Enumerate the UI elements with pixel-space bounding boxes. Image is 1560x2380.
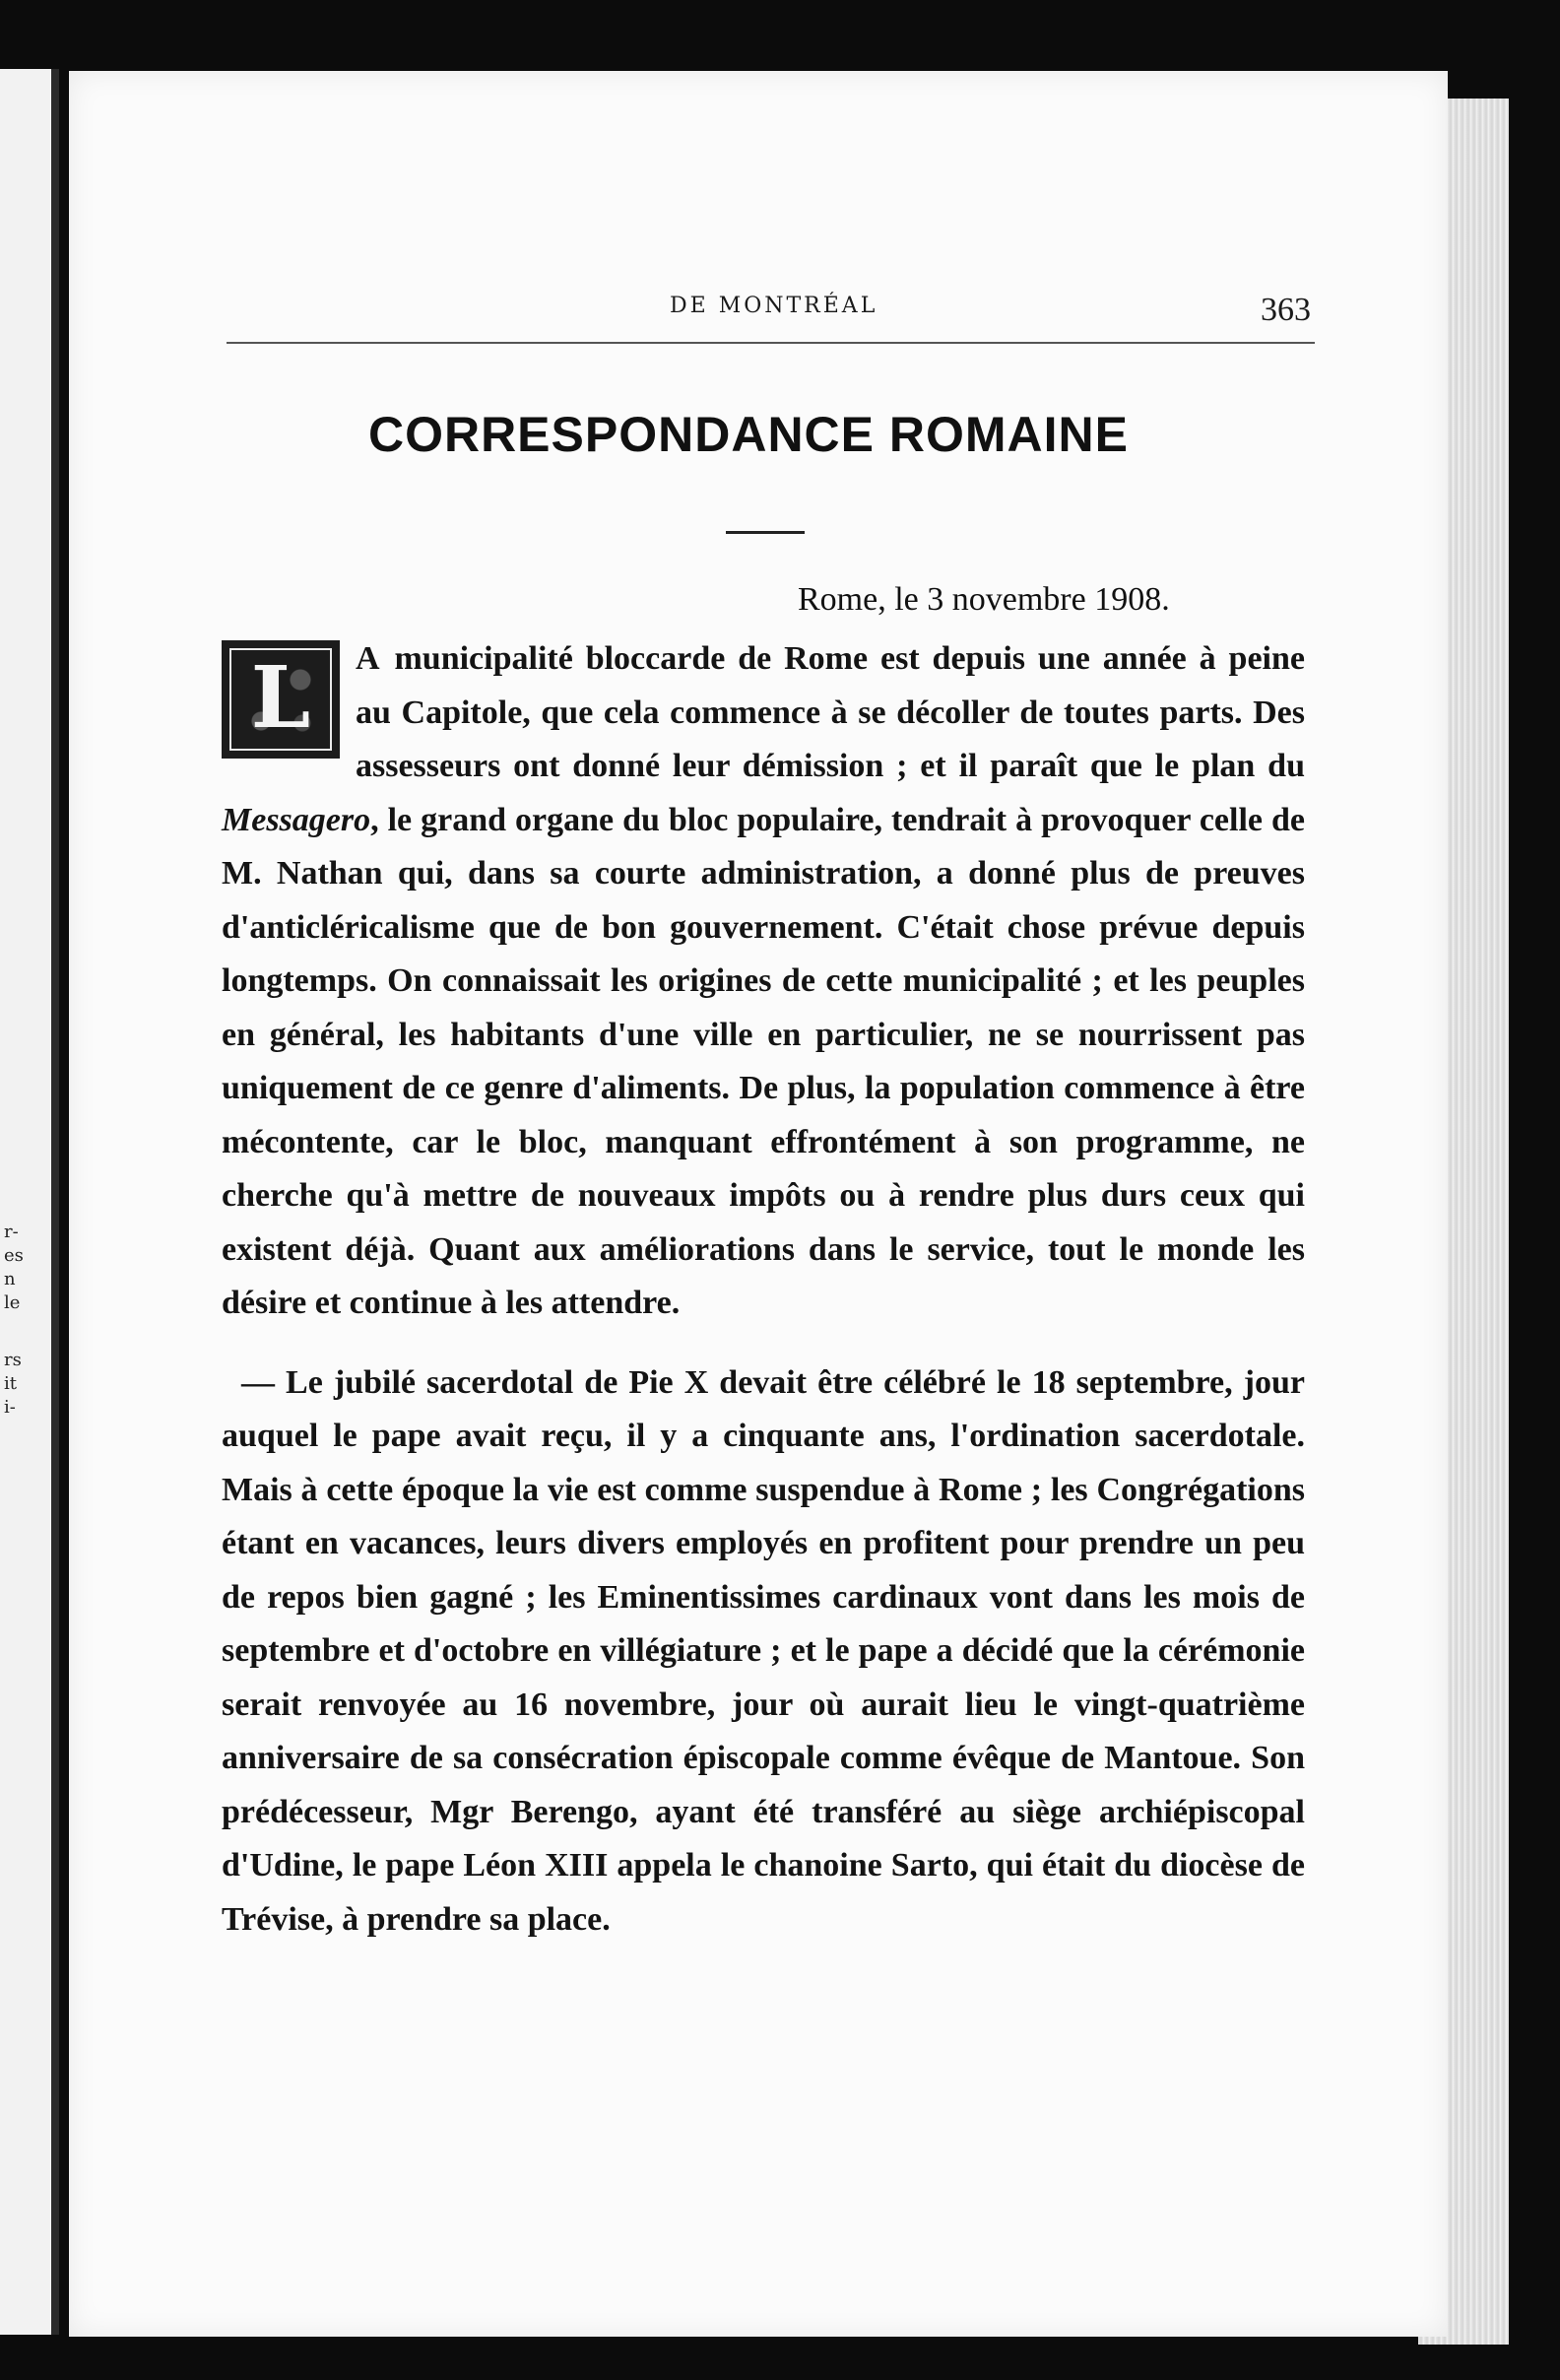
running-head: DE MONTRÉAL xyxy=(670,294,878,318)
lead-word: A xyxy=(356,640,382,677)
dateline: Rome, le 3 novembre 1908. xyxy=(798,581,1170,618)
article-title: CORRESPONDANCE ROMAINE xyxy=(367,407,1130,462)
book-gutter xyxy=(51,69,59,2335)
facing-page-fragment: le xyxy=(4,1292,21,1313)
book-page xyxy=(69,71,1448,2337)
facing-page-fragment: n xyxy=(4,1269,16,1289)
paragraph-text: , le grand organe du bloc populaire, tendrait à provoquer celle de M. Nathan qui, dans sa courte administration, a donné plus de preuves d'anticléricalisme que de bon gouvernement. C'était chose prévue depuis longtemps. On connaissait les origines de cette municipalité ; et les peuples en général, les habitants d'une ville en particulier, ne se nourrissent pas uniquement de ce genre d'aliments. De plus, la population commence à être mécontente, car le bloc, manquant effrontément à son programme, ne cherche qu'à mettre de nouveaux impôts ou à rendre plus durs ceux qui existent déjà. Quant aux améliorations dans le service, tout le monde les désire et continue à les attendre. xyxy=(222,801,1305,1321)
facing-page-edge xyxy=(0,69,59,2335)
initial-letter: L xyxy=(250,648,311,748)
facing-page-fragment: i- xyxy=(4,1397,16,1418)
newspaper-name: Messagero xyxy=(222,801,371,838)
header-rule xyxy=(227,342,1315,344)
facing-page-fragment: it xyxy=(4,1373,17,1394)
facing-page-fragment: r- xyxy=(4,1222,19,1242)
facing-page-fragment: rs xyxy=(4,1350,22,1370)
paragraph: — Le jubilé sacerdotal de Pie X devait être célébré le 18 septembre, jour auquel le pape avait reçu, il y a cinquante ans, l'ordination sacerdotale. Mais à cette époque la vie est comme suspendue à Rome ; les Congrégations étant en vacances, leurs divers employés en profitent pour prendre un peu de repos bien gagné ; les Eminentissimes cardinaux vont dans les mois de septembre et d'octobre en villégiature ; et le pape a décidé que la cérémonie serait renvoyée au 16 novembre, jour où aurait lieu le vingt-quatrième anniversaire de sa consécration épiscopale comme évêque de Mantoue. Son prédécesseur, Mgr Berengo, ayant été transféré au siège archiépiscopal d'Udine, le pape Léon XIII appela le chanoine Sarto, qui était du diocèse de Trévise, à prendre sa place. xyxy=(222,1363,1305,1938)
facing-page-fragment: es xyxy=(4,1245,24,1266)
paragraph xyxy=(222,632,1305,1331)
page-number: 363 xyxy=(1261,292,1311,328)
decorated-initial xyxy=(222,640,340,759)
article-body xyxy=(222,632,1305,1947)
paragraph-text: municipalité bloccarde de Rome est depuis une année à peine au Capitole, que cela commence à se décoller de toutes parts. Des assesseurs ont donné leur démission ; et il paraît que le plan du xyxy=(356,640,1305,784)
title-rule xyxy=(726,531,805,534)
